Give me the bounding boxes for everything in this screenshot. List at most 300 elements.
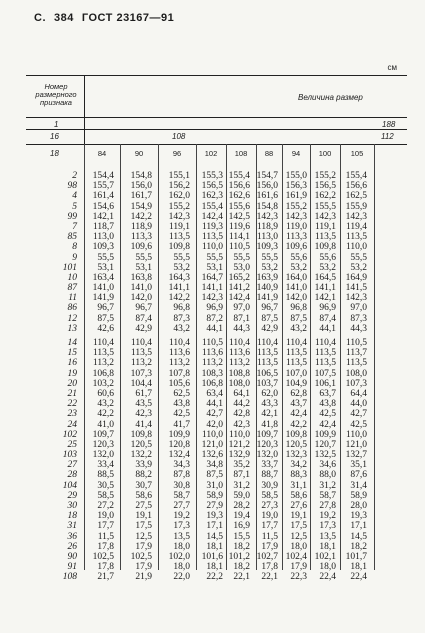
row-id: 36	[67, 531, 77, 542]
table-cell: 104,4	[130, 378, 152, 389]
table-cell: 132,5	[314, 450, 336, 461]
row-id: 20	[67, 378, 77, 389]
table-cell: 96,7	[97, 303, 114, 314]
head-row-2-label: 16	[50, 132, 59, 141]
table-cell: 22,4	[350, 572, 367, 583]
table-cell: 156,3	[285, 181, 307, 192]
table-cell: 17,9	[135, 541, 152, 552]
column-header: 105	[350, 149, 364, 158]
table-cell: 18,1	[319, 541, 336, 552]
table-cell: 16,9	[233, 521, 250, 532]
table-cell: 17,8	[261, 562, 278, 573]
table-cell: 18,0	[173, 562, 190, 573]
table-row	[26, 263, 407, 273]
column-header: 90	[134, 149, 144, 158]
table-cell: 132,4	[168, 450, 190, 461]
row-id: 31	[67, 521, 77, 532]
table-cell: 121,2	[228, 439, 250, 450]
table-cell: 13,5	[173, 531, 190, 542]
table-cell: 141,2	[228, 283, 250, 294]
table-cell: 97,0	[233, 303, 250, 314]
table-cell: 41,7	[173, 419, 190, 430]
table-cell: 63,7	[319, 388, 336, 399]
table-cell: 141,1	[201, 283, 223, 294]
table-cell: 19,1	[135, 511, 152, 522]
table-row	[26, 314, 407, 324]
table-cell: 107,5	[314, 368, 336, 379]
table-cell: 62,0	[261, 388, 278, 399]
table-cell: 18,1	[206, 562, 223, 573]
column-header: 100	[318, 149, 332, 158]
table-cell: 19,2	[173, 511, 190, 522]
table-cell: 87,4	[135, 313, 152, 324]
table-cell: 17,9	[290, 562, 307, 573]
table-cell: 109,8	[314, 242, 336, 253]
table-cell: 55,6	[319, 252, 336, 263]
table-cell: 155,4	[345, 171, 367, 181]
table-cell: 96,7	[135, 303, 152, 314]
table-row	[26, 202, 407, 212]
table-cell: 110,5	[228, 242, 250, 253]
table-cell: 102,0	[168, 551, 190, 562]
table-cell: 113,0	[256, 232, 278, 243]
table-cell: 102,4	[285, 551, 307, 562]
row-id: 29	[67, 490, 77, 501]
table-cell: 142,2	[130, 211, 152, 222]
table-cell: 33,9	[135, 460, 152, 471]
table-cell: 58,5	[97, 490, 114, 501]
table-cell: 110,5	[345, 338, 367, 348]
table-cell: 155,4	[201, 201, 223, 212]
table-cell: 109,7	[92, 429, 114, 440]
table-cell: 55,6	[290, 252, 307, 263]
row-id: 21	[67, 388, 77, 399]
table-cell: 30,9	[261, 480, 278, 491]
table-cell: 141,9	[92, 293, 114, 304]
table-cell: 155,4	[228, 171, 250, 181]
table-cell: 41,8	[261, 419, 278, 430]
table-row	[26, 181, 407, 191]
row-id: 24	[67, 419, 77, 430]
table-cell: 102,7	[256, 551, 278, 562]
table-cell: 42,6	[97, 323, 114, 334]
table-cell: 27,5	[135, 501, 152, 511]
table-cell: 119,0	[285, 221, 307, 232]
table-row	[26, 430, 407, 440]
table-cell: 113,5	[201, 232, 223, 243]
table-cell: 113,5	[285, 348, 307, 359]
table-cell: 18,2	[233, 541, 250, 552]
table-cell: 42,7	[206, 409, 223, 420]
table-cell: 53,2	[319, 262, 336, 273]
table-cell: 53,2	[173, 262, 190, 273]
table-cell: 120,3	[256, 439, 278, 450]
column-header: 84	[97, 149, 107, 158]
table-row	[26, 253, 407, 263]
table-cell: 141,0	[92, 283, 114, 294]
table-row	[26, 562, 407, 572]
sizes-title: Величина размер	[298, 93, 363, 102]
table-cell: 161,7	[130, 191, 152, 202]
table-cell: 96,9	[319, 303, 336, 314]
table-cell: 55,5	[261, 252, 278, 263]
table-cell: 12,5	[135, 531, 152, 542]
table-cell: 119,3	[201, 221, 223, 232]
table-cell: 155,5	[314, 201, 336, 212]
row-id: 26	[67, 541, 77, 552]
table-cell: 35,2	[233, 460, 250, 471]
table-cell: 88,0	[319, 470, 336, 481]
table-cell: 164,9	[345, 272, 367, 283]
table-cell: 113,0	[92, 232, 114, 243]
table-cell: 142,3	[345, 293, 367, 304]
table-cell: 162,0	[168, 191, 190, 202]
table-cell: 58,9	[350, 490, 367, 501]
table-cell: 164,5	[314, 272, 336, 283]
table-cell: 109,6	[130, 242, 152, 253]
table-cell: 121,0	[345, 439, 367, 450]
row-id: 108	[62, 572, 77, 583]
table-cell: 132,3	[285, 450, 307, 461]
table-cell: 87,6	[350, 470, 367, 481]
table-row	[26, 470, 407, 480]
table-cell: 62,8	[290, 388, 307, 399]
table-cell: 27,3	[261, 501, 278, 511]
table-cell: 27,7	[173, 501, 190, 511]
table-cell: 18,0	[173, 541, 190, 552]
table-cell: 141,5	[345, 283, 367, 294]
table-row	[26, 542, 407, 552]
table-cell: 44,3	[350, 323, 367, 334]
table-row	[26, 171, 407, 181]
table-row	[26, 338, 407, 348]
table-cell: 141,1	[168, 283, 190, 294]
table-cell: 18,0	[319, 562, 336, 573]
table-cell: 109,3	[256, 242, 278, 253]
table-cell: 43,5	[135, 399, 152, 410]
page-number: 384	[54, 12, 74, 24]
table-cell: 64,4	[350, 388, 367, 399]
table-cell: 11,5	[261, 531, 278, 542]
table-cell: 27,6	[290, 501, 307, 511]
table-row	[26, 501, 407, 511]
table-cell: 88,2	[135, 470, 152, 481]
table-cell: 108,8	[228, 368, 250, 379]
table-cell: 107,3	[345, 378, 367, 389]
table-cell: 155,3	[201, 171, 223, 181]
table-cell: 87,1	[233, 470, 250, 481]
row-label-title: Номер размерного признака	[35, 82, 77, 107]
table-cell: 101,2	[228, 551, 250, 562]
table-cell: 55,5	[173, 252, 190, 263]
table-cell: 113,2	[168, 358, 190, 369]
table-cell: 120,8	[168, 439, 190, 450]
column-header: 94	[291, 149, 301, 158]
table-cell: 109,6	[285, 242, 307, 253]
table-cell: 34,8	[206, 460, 223, 471]
table-cell: 113,5	[168, 232, 190, 243]
table-cell: 35,1	[350, 460, 367, 471]
table-cell: 33,7	[261, 460, 278, 471]
table-cell: 87,5	[290, 313, 307, 324]
table-cell: 114,1	[228, 232, 250, 243]
table-cell: 142,3	[285, 211, 307, 222]
table-cell: 42,3	[135, 409, 152, 420]
table-cell: 19,1	[290, 511, 307, 522]
table-cell: 155,2	[314, 171, 336, 181]
table-row	[26, 440, 407, 450]
table-row	[26, 273, 407, 283]
table-cell: 34,6	[319, 460, 336, 471]
table-cell: 19,2	[319, 511, 336, 522]
table-cell: 42,0	[206, 419, 223, 430]
table-cell: 17,1	[206, 521, 223, 532]
table-cell: 142,3	[345, 211, 367, 222]
table-cell: 87,3	[350, 313, 367, 324]
table-cell: 43,7	[290, 399, 307, 410]
table-cell: 106,5	[256, 368, 278, 379]
table-cell: 58,7	[319, 490, 336, 501]
table-cell: 96,8	[290, 303, 307, 314]
table-cell: 105,6	[168, 378, 190, 389]
table-cell: 30,7	[135, 480, 152, 491]
row-id: 13	[67, 323, 77, 334]
table-cell: 53,2	[261, 262, 278, 273]
table-row	[26, 222, 407, 232]
row-id: 27	[67, 460, 77, 471]
table-cell: 97,0	[350, 303, 367, 314]
table-row	[26, 521, 407, 531]
table-cell: 31,2	[319, 480, 336, 491]
table-cell: 102,5	[130, 551, 152, 562]
table-cell: 41,0	[97, 419, 114, 430]
table-cell: 155,7	[92, 181, 114, 192]
table-cell: 142,2	[168, 293, 190, 304]
row-id: 85	[67, 232, 77, 243]
table-cell: 110,0	[345, 242, 367, 253]
table-cell: 31,4	[350, 480, 367, 491]
table-cell: 87,3	[173, 313, 190, 324]
table-cell: 154,9	[130, 201, 152, 212]
table-cell: 113,5	[314, 348, 336, 359]
table-cell: 101,7	[345, 551, 367, 562]
unit-label: см	[387, 63, 397, 72]
row-id: 101	[62, 262, 77, 273]
table-cell: 88,5	[97, 470, 114, 481]
table-cell: 42,9	[135, 323, 152, 334]
table-cell: 165,2	[228, 272, 250, 283]
table-cell: 154,8	[130, 171, 152, 181]
row-id: 16	[67, 358, 77, 369]
table-cell: 132,0	[92, 450, 114, 461]
table-cell: 55,5	[233, 252, 250, 263]
table-cell: 87,8	[173, 470, 190, 481]
row-id: 104	[62, 480, 77, 491]
table-cell: 44,1	[206, 399, 223, 410]
table-cell: 156,6	[345, 181, 367, 192]
row-id: 25	[67, 439, 77, 450]
row-id: 12	[67, 313, 77, 324]
table-cell: 28,2	[233, 501, 250, 511]
table-cell: 58,9	[206, 490, 223, 501]
table-cell: 156,0	[256, 181, 278, 192]
table-row	[26, 409, 407, 419]
table-cell: 30,8	[173, 480, 190, 491]
table-cell: 142,3	[314, 211, 336, 222]
table-row	[26, 242, 407, 252]
table-cell: 110,4	[256, 338, 278, 348]
row-id: 4	[72, 191, 77, 202]
table-cell: 142,1	[92, 211, 114, 222]
table-cell: 109,8	[285, 429, 307, 440]
table-cell: 155,2	[285, 201, 307, 212]
table-cell: 103,2	[92, 378, 114, 389]
table-cell: 55,5	[206, 252, 223, 263]
row-id: 11	[68, 293, 77, 304]
table-cell: 161,9	[285, 191, 307, 202]
table-cell: 44,1	[206, 323, 223, 334]
table-cell: 156,5	[314, 181, 336, 192]
table-cell: 109,9	[314, 429, 336, 440]
table-cell: 113,2	[201, 358, 223, 369]
table-cell: 162,6	[228, 191, 250, 202]
table-cell: 110,0	[345, 429, 367, 440]
table-cell: 154,7	[256, 171, 278, 181]
column-header: 96	[172, 149, 182, 158]
table-cell: 17,9	[261, 541, 278, 552]
table-cell: 118,7	[92, 221, 114, 232]
table-cell: 108,3	[201, 368, 223, 379]
table-cell: 163,4	[92, 272, 114, 283]
header-rule-1	[26, 117, 407, 118]
table-cell: 18,2	[233, 562, 250, 573]
table-cell: 43,2	[173, 323, 190, 334]
table-cell: 162,2	[314, 191, 336, 202]
table-cell: 110,4	[285, 338, 307, 348]
table-row	[26, 358, 407, 368]
table-row	[26, 293, 407, 303]
table-cell: 102,1	[314, 551, 336, 562]
table-cell: 156,2	[168, 181, 190, 192]
table-cell: 33,4	[97, 460, 114, 471]
table-cell: 113,3	[285, 232, 307, 243]
table-cell: 27,2	[97, 501, 114, 511]
table-cell: 142,3	[201, 293, 223, 304]
table-cell: 42,5	[319, 409, 336, 420]
table-cell: 13,5	[319, 531, 336, 542]
table-cell: 142,3	[168, 211, 190, 222]
table-cell: 42,8	[233, 409, 250, 420]
table-cell: 110,4	[314, 338, 336, 348]
table-cell: 156,0	[130, 181, 152, 192]
table-cell: 164,7	[201, 272, 223, 283]
table-cell: 113,2	[92, 358, 114, 369]
table-cell: 30,5	[97, 480, 114, 491]
row-id: 99	[67, 211, 77, 222]
table-cell: 113,2	[228, 358, 250, 369]
table-row	[26, 460, 407, 470]
standard-code: ГОСТ 23167—91	[81, 12, 175, 24]
table-cell: 62,5	[173, 388, 190, 399]
table-row	[26, 399, 407, 409]
table-cell: 42,5	[173, 409, 190, 420]
row-id: 22	[67, 399, 77, 410]
table-cell: 142,0	[130, 293, 152, 304]
row-id: 5	[72, 201, 77, 212]
table-cell: 163,8	[130, 272, 152, 283]
table-cell: 53,0	[233, 262, 250, 273]
table-cell: 42,9	[261, 323, 278, 334]
table-cell: 42,2	[290, 419, 307, 430]
table-cell: 27,9	[206, 501, 223, 511]
header-rule-2	[26, 129, 407, 130]
table-cell: 87,1	[233, 313, 250, 324]
table-cell: 55,5	[350, 252, 367, 263]
head-row-1-label: 1	[54, 120, 59, 129]
table-cell: 22,1	[233, 572, 250, 583]
table-cell: 11,5	[97, 531, 114, 542]
table-cell: 42,4	[319, 419, 336, 430]
table-cell: 96,8	[173, 303, 190, 314]
table-cell: 120,3	[92, 439, 114, 450]
table-cell: 31,0	[206, 480, 223, 491]
table-cell: 142,5	[228, 211, 250, 222]
table-cell: 110,4	[168, 338, 190, 348]
table-cell: 110,4	[130, 338, 152, 348]
table-cell: 31,2	[233, 480, 250, 491]
table-row	[26, 572, 407, 582]
table-cell: 113,5	[130, 348, 152, 359]
table-cell: 53,1	[97, 262, 114, 273]
table-cell: 107,8	[168, 368, 190, 379]
table-row	[26, 324, 407, 334]
table-row	[26, 420, 407, 430]
row-id: 23	[67, 409, 77, 420]
table-row	[26, 552, 407, 562]
table-cell: 43,8	[173, 399, 190, 410]
table-cell: 110,0	[228, 429, 250, 440]
table-cell: 120,5	[130, 439, 152, 450]
table-cell: 108,0	[228, 378, 250, 389]
table-cell: 58,6	[135, 490, 152, 501]
table-row	[26, 511, 407, 521]
table-cell: 161,4	[92, 191, 114, 202]
table-cell: 43,3	[261, 399, 278, 410]
table-cell: 113,5	[345, 358, 367, 369]
table-cell: 103,7	[256, 378, 278, 389]
table-cell: 22,4	[319, 572, 336, 583]
table-cell: 109,3	[92, 242, 114, 253]
table-cell: 27,8	[319, 501, 336, 511]
table-cell: 22,0	[173, 572, 190, 583]
row-id: 14	[67, 338, 77, 348]
row-id: 18	[67, 511, 77, 522]
table-cell: 108,0	[345, 368, 367, 379]
table-row	[26, 369, 407, 379]
table-cell: 110,0	[201, 242, 223, 253]
table-cell: 12,5	[290, 531, 307, 542]
table-row	[26, 481, 407, 491]
row-id: 7	[72, 221, 77, 232]
table-cell: 120,5	[285, 439, 307, 450]
column-header: 102	[204, 149, 218, 158]
row-id: 98	[67, 181, 77, 192]
table-cell: 17,7	[97, 521, 114, 532]
row-id: 91	[67, 562, 77, 573]
table-cell: 21,7	[97, 572, 114, 583]
table-cell: 22,3	[290, 572, 307, 583]
table-cell: 19,0	[97, 511, 114, 522]
